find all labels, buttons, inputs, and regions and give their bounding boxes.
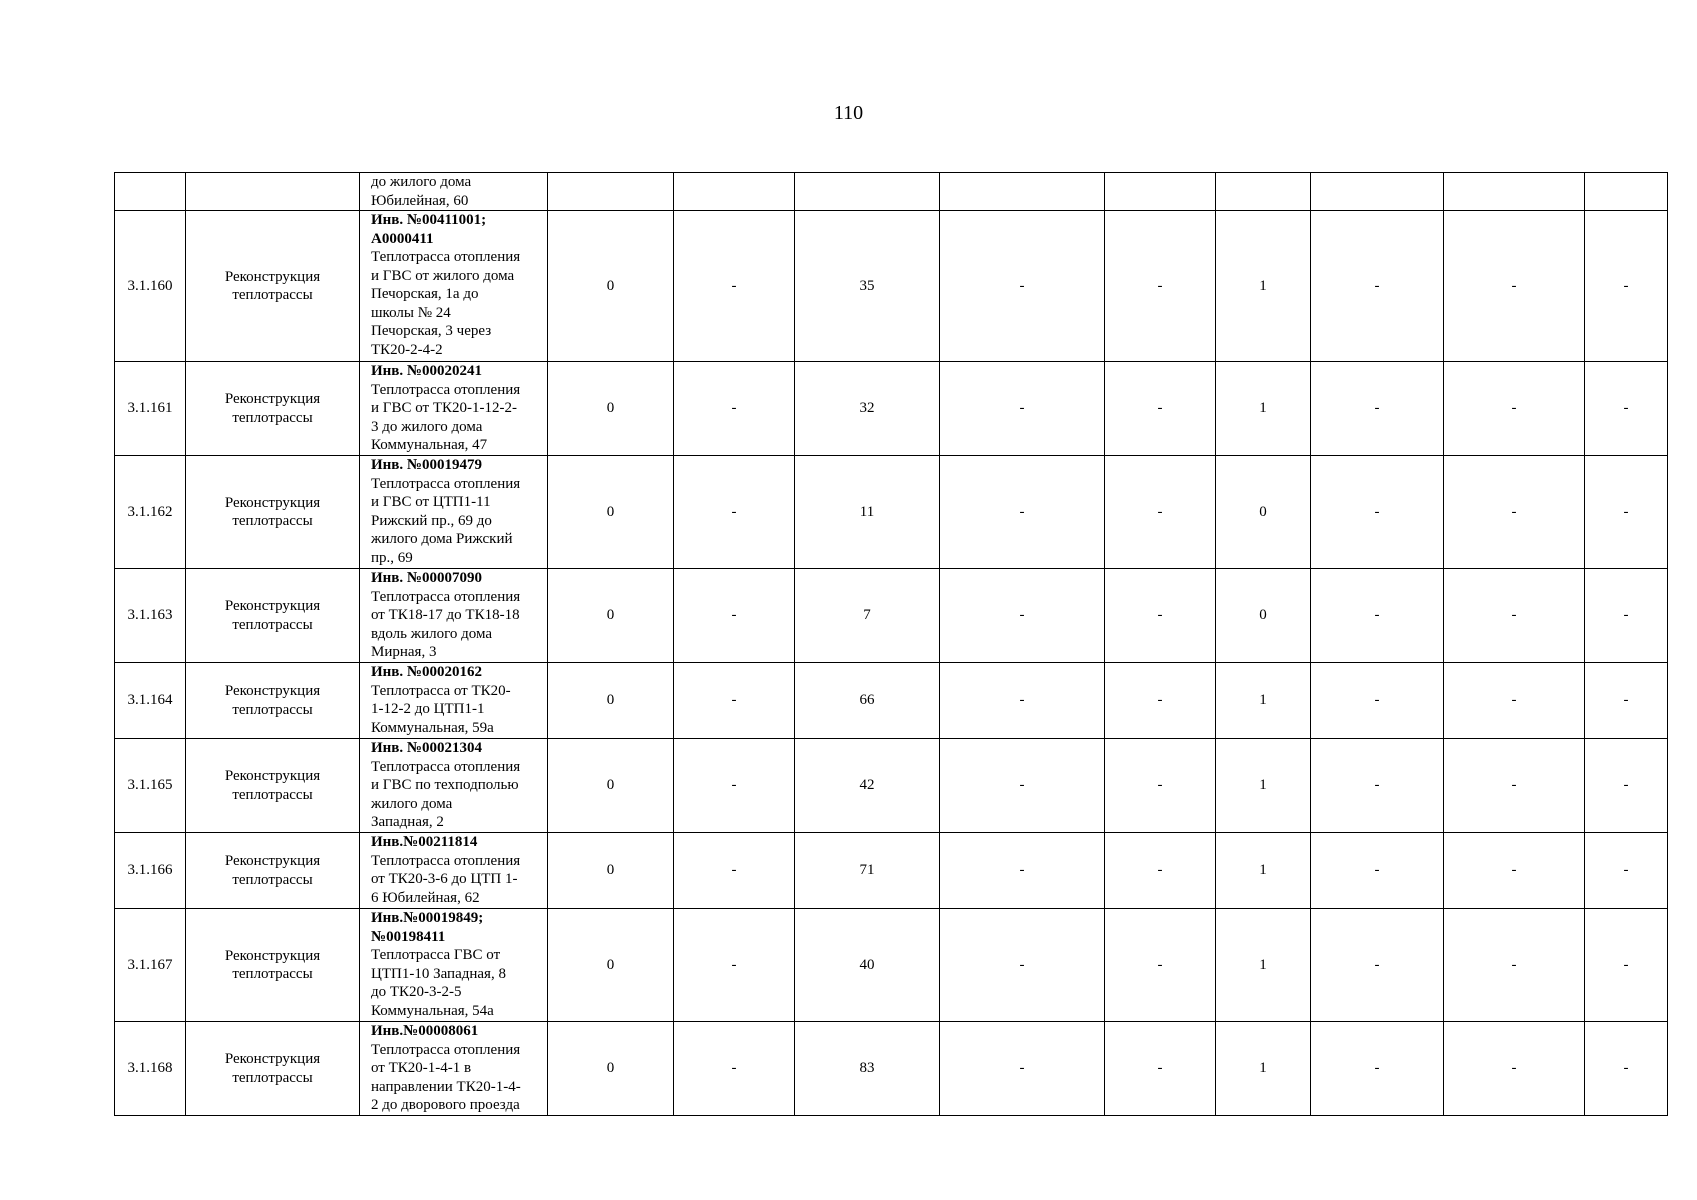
cell-value: - [1444,663,1585,739]
cell-number: 3.1.168 [115,1022,186,1116]
cell-value [548,173,674,211]
cell-value: - [1585,1022,1668,1116]
cell-value: - [1585,909,1668,1022]
cell-value: - [1444,569,1585,663]
cell-value: 40 [795,909,940,1022]
cell-value: 0 [548,833,674,909]
cell-value: - [674,569,795,663]
cell-value: - [674,739,795,833]
cell-value: - [674,211,795,362]
cell-value: 0 [548,739,674,833]
cell-value: 0 [1216,569,1311,663]
table-row [115,173,1668,211]
cell-value: - [1105,909,1216,1022]
cell-number: 3.1.163 [115,569,186,663]
cell-value [1216,173,1311,211]
cell-value: - [1585,833,1668,909]
cell-value: 0 [548,456,674,569]
cell-value: 1 [1216,739,1311,833]
cell-number [115,173,186,211]
cell-value: 0 [548,362,674,456]
cell-number: 3.1.165 [115,739,186,833]
cell-object-description [360,362,548,456]
cell-work-type: Реконструкция теплотрассы [186,569,360,663]
cell-work-type: Реконструкция теплотрассы [186,211,360,362]
object-description: Теплотрасса отопления и ГВС от ЦТП1-11 Рижский пр., 69 до жилого дома Рижский пр., 69 [371,475,521,566]
table-row [115,456,1668,569]
cell-value: - [1585,569,1668,663]
cell-value: 1 [1216,362,1311,456]
inventory-number: Инв. №00019479 [371,457,482,473]
cell-work-type: Реконструкция теплотрассы [186,1022,360,1116]
cell-object-description [360,833,548,909]
cell-value: - [674,456,795,569]
cell-work-type: Реконструкция теплотрассы [186,909,360,1022]
cell-value: - [1311,569,1444,663]
cell-object-description [360,663,548,739]
cell-value: - [1444,211,1585,362]
cell-value: - [1311,909,1444,1022]
cell-value: 0 [548,663,674,739]
cell-value: - [1585,456,1668,569]
cell-value: - [1105,1022,1216,1116]
table-row [115,362,1668,456]
cell-value: - [674,362,795,456]
cell-value: - [1444,739,1585,833]
cell-value: - [674,663,795,739]
cell-value: - [1105,739,1216,833]
cell-value: 0 [548,569,674,663]
cell-value: 42 [795,739,940,833]
cell-value: - [1311,456,1444,569]
table-row [115,909,1668,1022]
cell-object-description [360,909,548,1022]
cell-value: - [940,833,1105,909]
cell-work-type: Реконструкция теплотрассы [186,663,360,739]
cell-value: - [940,211,1105,362]
cell-value [1444,173,1585,211]
cell-value: 1 [1216,833,1311,909]
cell-value: 83 [795,1022,940,1116]
object-description: Теплотрасса отопления и ГВС от ТК20-1-12-2- 3 до жилого дома Коммунальная, 47 [371,381,521,453]
inventory-number: Инв.№00019849; №00198411 [371,910,484,945]
cell-value: - [1444,909,1585,1022]
cell-value: 1 [1216,211,1311,362]
data-table [114,172,1668,1116]
inventory-number: Инв.№00008061 [371,1023,479,1039]
cell-value: - [940,456,1105,569]
cell-value [1105,173,1216,211]
cell-value: - [1444,1022,1585,1116]
cell-object-description [360,173,548,211]
cell-value: 66 [795,663,940,739]
object-description: Теплотрасса отопления от ТК20-3-6 до ЦТП 1- 6 Юбилейная, 62 [371,852,521,906]
table-row [115,569,1668,663]
cell-value: - [674,909,795,1022]
cell-value: - [940,739,1105,833]
cell-value: 32 [795,362,940,456]
cell-value: - [1311,739,1444,833]
inventory-number: Инв. №00007090 [371,570,482,586]
cell-number: 3.1.167 [115,909,186,1022]
cell-value: 7 [795,569,940,663]
cell-object-description [360,739,548,833]
cell-value: 1 [1216,1022,1311,1116]
page-number: 110 [833,102,864,124]
cell-number: 3.1.161 [115,362,186,456]
cell-value: - [1105,456,1216,569]
object-description: Теплотрасса отопления от ТК20-1-4-1 в направлении ТК20-1-4- 2 до дворового проезда [371,1041,521,1113]
cell-value [674,173,795,211]
cell-value: 35 [795,211,940,362]
inventory-number: Инв. №00021304 [371,740,482,756]
cell-number: 3.1.160 [115,211,186,362]
cell-value [795,173,940,211]
table-row [115,833,1668,909]
cell-work-type [186,173,360,211]
cell-value: - [1585,211,1668,362]
cell-value: 0 [548,909,674,1022]
inventory-number: Инв. №00020162 [371,664,482,680]
cell-value: - [674,833,795,909]
cell-object-description [360,1022,548,1116]
cell-value: - [1444,456,1585,569]
cell-number: 3.1.164 [115,663,186,739]
cell-value [1311,173,1444,211]
cell-value: 1 [1216,909,1311,1022]
cell-value: - [1105,833,1216,909]
cell-value: 0 [548,211,674,362]
cell-value: 11 [795,456,940,569]
cell-value: - [1585,663,1668,739]
cell-value: - [940,362,1105,456]
cell-object-description [360,211,548,362]
cell-work-type: Реконструкция теплотрассы [186,362,360,456]
cell-value: - [940,569,1105,663]
cell-value: - [1585,362,1668,456]
cell-value: - [1311,211,1444,362]
cell-value: - [1311,663,1444,739]
inventory-number: Инв.№00211814 [371,834,478,850]
cell-value: 1 [1216,663,1311,739]
cell-value: - [940,909,1105,1022]
cell-value: - [1105,663,1216,739]
cell-value [1585,173,1668,211]
cell-value: - [940,663,1105,739]
table-row [115,1022,1668,1116]
cell-value: - [1444,362,1585,456]
cell-value: - [1311,833,1444,909]
table-row [115,663,1668,739]
inventory-number: Инв. №00411001; А0000411 [371,212,487,247]
cell-value: - [1585,739,1668,833]
cell-value: - [1311,362,1444,456]
object-description: Теплотрасса отопления и ГВС по техподполью жилого дома Западная, 2 [371,758,521,830]
cell-value: - [940,1022,1105,1116]
object-description: Теплотрасса от ТК20- 1-12-2 до ЦТП1-1 Коммунальная, 59а [371,682,511,736]
cell-value: - [674,1022,795,1116]
cell-value: - [1105,211,1216,362]
cell-value: - [1105,569,1216,663]
object-description: до жилого дома Юбилейная, 60 [371,174,472,209]
cell-value: 0 [1216,456,1311,569]
cell-work-type: Реконструкция теплотрассы [186,833,360,909]
cell-value [940,173,1105,211]
table-row [115,211,1668,362]
cell-value: - [1105,362,1216,456]
cell-work-type: Реконструкция теплотрассы [186,739,360,833]
cell-number: 3.1.162 [115,456,186,569]
cell-object-description [360,569,548,663]
cell-object-description [360,456,548,569]
cell-number: 3.1.166 [115,833,186,909]
cell-value: - [1444,833,1585,909]
cell-work-type: Реконструкция теплотрассы [186,456,360,569]
inventory-number: Инв. №00020241 [371,363,482,379]
object-description: Теплотрасса ГВС от ЦТП1-10 Западная, 8 до ТК20-3-2-5 Коммунальная, 54а [371,947,506,1019]
object-description: Теплотрасса отопления от ТК18-17 до ТК18-18 вдоль жилого дома Мирная, 3 [371,588,521,660]
table-row [115,739,1668,833]
object-description: Теплотрасса отопления и ГВС от жилого дома Печорская, 1а до школы № 24 Печорская, 3 через ТК20-2-4-2 [371,249,521,358]
cell-value: - [1311,1022,1444,1116]
cell-value: 0 [548,1022,674,1116]
cell-value: 71 [795,833,940,909]
